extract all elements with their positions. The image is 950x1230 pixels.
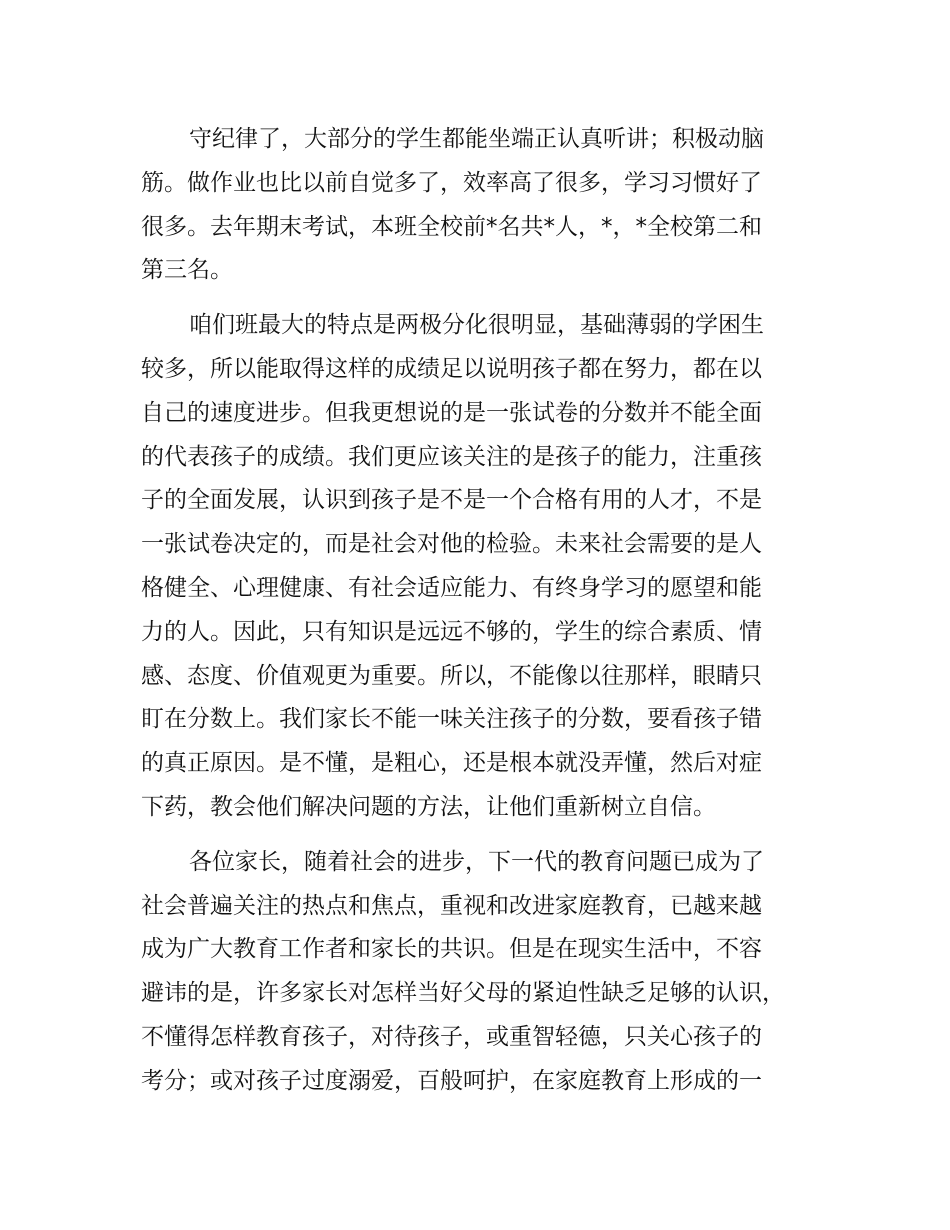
- text-line: 考分；或对孩子过度溺爱，百般呵护，在家庭教育上形成的一: [141, 1067, 762, 1094]
- text-line: 的真正原因。是不懂，是粗心，还是根本就没弄懂，然后对症: [141, 750, 762, 777]
- text-line: 力的人。因此，只有知识是远远不够的，学生的综合素质、情: [141, 618, 762, 645]
- text-line: 盯在分数上。我们家长不能一味关注孩子的分数，要看孩子错: [141, 706, 762, 733]
- text-line: 较多，所以能取得这样的成绩足以说明孩子都在努力，都在以: [141, 355, 762, 382]
- text-line: 很多。去年期末考试，本班全校前*名共*人，*，*全校第二和: [141, 213, 762, 240]
- text-line: 一张试卷决定的，而是社会对他的检验。未来社会需要的是人: [141, 531, 762, 558]
- text-line: 自己的速度进步。但我更想说的是一张试卷的分数并不能全面: [141, 399, 762, 426]
- paragraph-2: [141, 304, 831, 830]
- text-line: 的代表孩子的成绩。我们更应该关注的是孩子的能力，注重孩: [141, 443, 762, 470]
- paragraph-1: [141, 118, 831, 293]
- text-line: 咱们班最大的特点是两极分化很明显，基础薄弱的学困生: [189, 312, 764, 339]
- text-line: 下药，教会他们解决问题的方法，让他们重新树立自信。: [141, 793, 716, 820]
- text-line: 各位家长，随着社会的进步，下一代的教育问题已成为了: [189, 848, 764, 875]
- text-line: 第三名。: [141, 257, 233, 284]
- text-line: 避讳的是，许多家长对怎样当好父母的紧迫性缺乏足够的认识，: [141, 980, 785, 1007]
- text-line: 感、态度、价值观更为重要。所以，不能像以往那样，眼睛只: [141, 662, 762, 689]
- paragraph-3: [141, 841, 831, 1104]
- text-line: 筋。做作业也比以前自觉多了，效率高了很多，学习习惯好了: [141, 169, 762, 196]
- text-line: 社会普遍关注的热点和焦点，重视和改进家庭教育，已越来越: [141, 892, 762, 919]
- text-line: 格健全、心理健康、有社会适应能力、有终身学习的愿望和能: [141, 574, 762, 601]
- text-line: 成为广大教育工作者和家长的共识。但是在现实生活中，不容: [141, 936, 762, 963]
- text-line: 守纪律了，大部分的学生都能坐端正认真听讲；积极动脑: [189, 126, 764, 152]
- text-line: 不懂得怎样教育孩子，对待孩子，或重智轻德，只关心孩子的: [141, 1023, 762, 1050]
- text-line: 子的全面发展，认识到孩子是不是一个合格有用的人才，不是: [141, 487, 762, 514]
- document-body: [141, 118, 831, 1115]
